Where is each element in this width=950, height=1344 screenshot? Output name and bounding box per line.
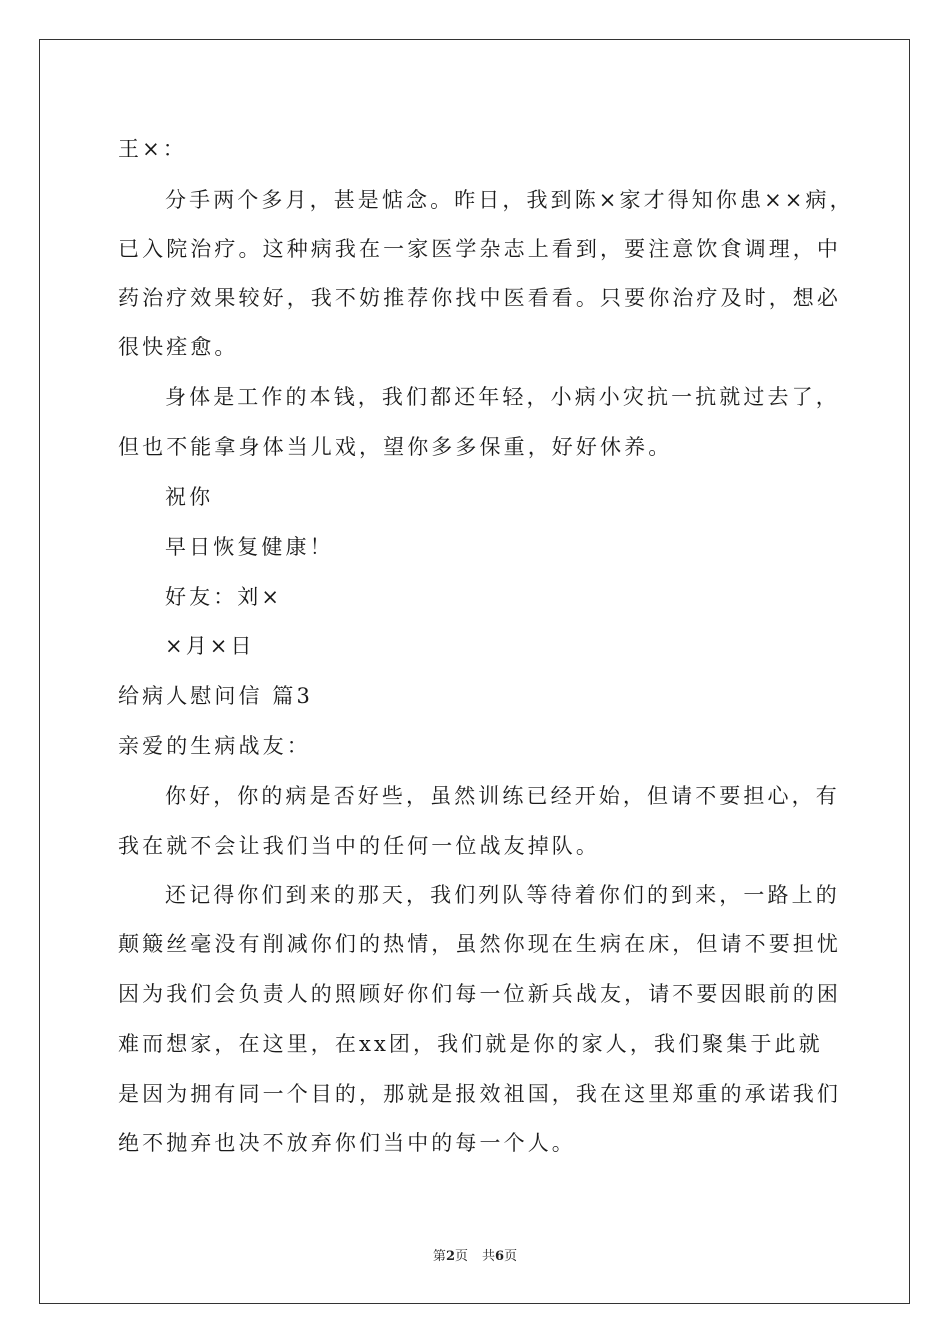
- paragraph-line: 是因为拥有同一个目的，那就是报效祖国，我在这里郑重的承诺我们: [118, 1082, 841, 1106]
- page-number: 第2页: [432, 1249, 468, 1264]
- page-total: 共6页: [482, 1249, 518, 1264]
- paragraph-line: 还记得你们到来的那天，我们列队等待着你们的到来，一路上的: [165, 883, 840, 907]
- paragraph-line: 很快痊愈。: [118, 335, 239, 359]
- paragraph-line: 颠簸丝毫没有削减你们的热情，虽然你现在生病在床，但请不要担忧: [118, 932, 841, 956]
- letter-greeting: 王×：: [118, 137, 187, 161]
- letter-date: ×月×日: [165, 634, 255, 658]
- paragraph-line: 难而想家，在这里，在xx团，我们就是你的家人，我们聚集于此就: [118, 1032, 823, 1056]
- paragraph-line: 已入院治疗。这种病我在一家医学杂志上看到，要注意饮食调理，中: [118, 237, 841, 261]
- paragraph-line: 你好，你的病是否好些，虽然训练已经开始，但请不要担心，有: [165, 784, 840, 808]
- paragraph-line: 绝不抛弃也决不放弃你们当中的每一个人。: [118, 1131, 576, 1155]
- paragraph-line: 分手两个多月，甚是惦念。昨日，我到陈×家才得知你患××病，: [165, 188, 854, 212]
- section-title: 给病人慰问信 篇3: [118, 684, 313, 708]
- paragraph-line: 但也不能拿身体当儿戏，望你多多保重，好好休养。: [118, 435, 673, 459]
- signature: 好友：刘×: [165, 585, 283, 609]
- page-footer: [0, 1247, 950, 1267]
- paragraph-line: 身体是工作的本钱，我们都还年轻，小病小灾抗一抗就过去了，: [165, 385, 840, 409]
- paragraph-line: 因为我们会负责人的照顾好你们每一位新兵战友，请不要因眼前的困: [118, 982, 841, 1006]
- closing-wish-body: 早日恢复健康！: [165, 535, 334, 559]
- closing-wish: 祝你: [165, 485, 214, 509]
- letter-greeting: 亲爱的生病战友：: [118, 734, 311, 758]
- paragraph-line: 我在就不会让我们当中的任何一位战友掉队。: [118, 834, 600, 858]
- paragraph-line: 药治疗效果较好，我不妨推荐你找中医看看。只要你治疗及时，想必: [118, 286, 841, 310]
